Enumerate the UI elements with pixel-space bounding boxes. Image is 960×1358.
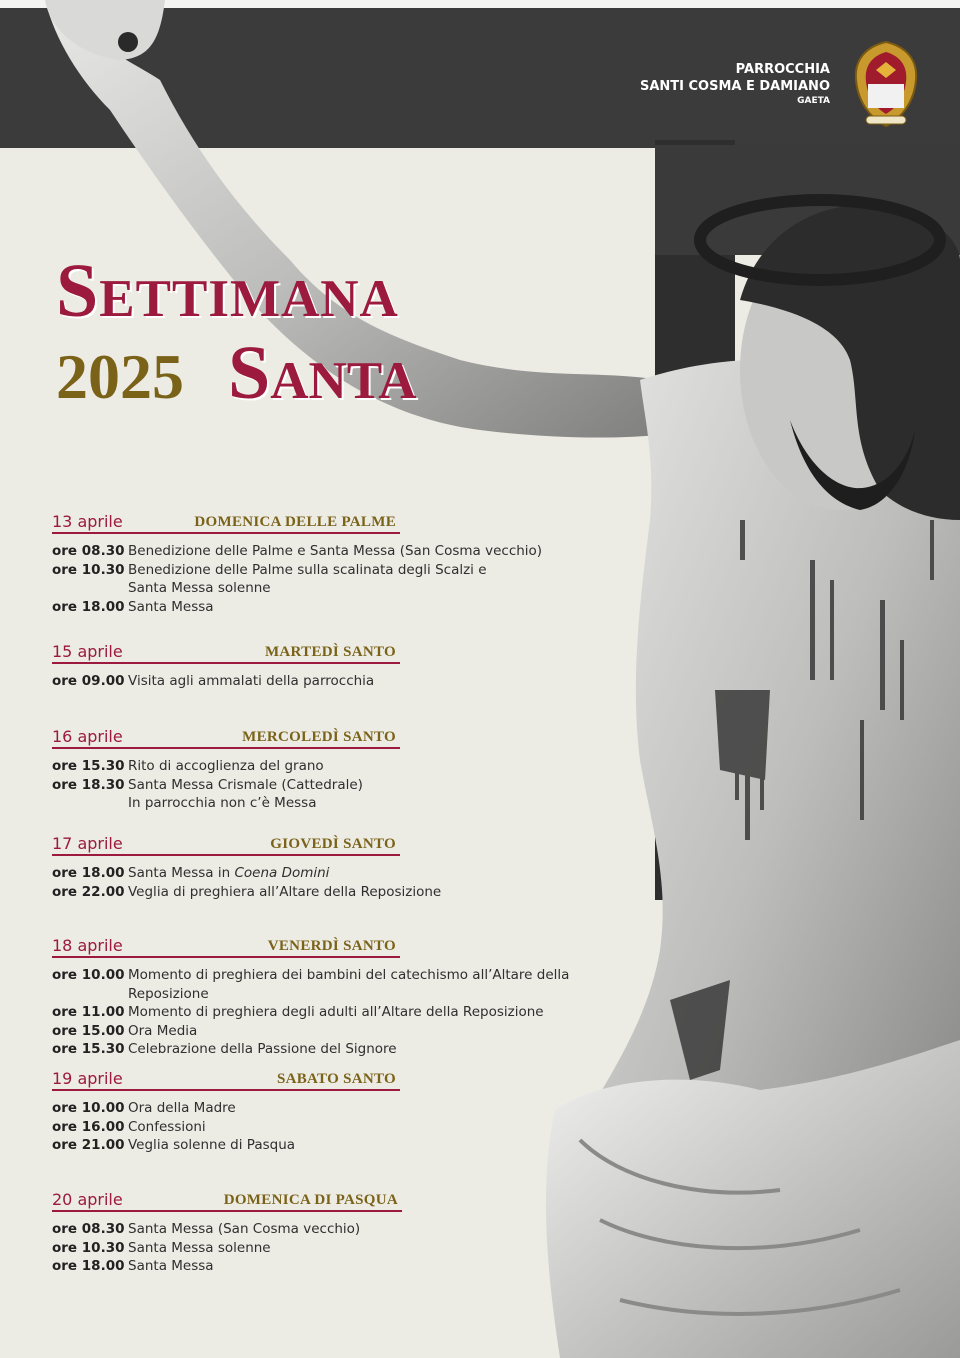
event-text: Veglia solenne di Pasqua (128, 1137, 296, 1153)
day-header (52, 934, 400, 958)
poster-title (56, 250, 417, 418)
event-row (52, 598, 652, 617)
event-text: Confessioni (128, 1118, 206, 1135)
event-row (52, 757, 652, 776)
day-date: 18 aprile (52, 936, 123, 955)
day-name: GIOVEDÌ SANTO (270, 836, 396, 852)
title-year: 2025 (56, 341, 184, 412)
event-time: ore 22.00 (52, 883, 125, 900)
event-time: ore 15.30 (52, 1041, 125, 1057)
event-row (52, 579, 652, 598)
event-row (52, 883, 652, 902)
event-time (52, 579, 128, 598)
event-text: Santa Messa (128, 598, 214, 615)
day-header (52, 832, 400, 856)
event-row (52, 864, 652, 883)
event-row (52, 1022, 652, 1041)
event-text: Santa Messa in (128, 865, 231, 881)
day-header (52, 1067, 400, 1091)
event-text-with-emphasis (128, 864, 652, 883)
day-name: SABATO SANTO (276, 1071, 396, 1087)
event-text: Benedizione delle Palme sulla scalinata degli Scalzi e (128, 561, 487, 578)
event-row (52, 1136, 652, 1155)
event-text: Celebrazione della Passione del Signore (128, 1041, 397, 1057)
event-text: Rito di accoglienza del grano (128, 758, 324, 774)
event-time: ore 10.00 (52, 967, 125, 983)
event-text: Santa Messa solenne (128, 580, 271, 596)
day-header (52, 725, 400, 749)
event-text: In parrocchia non c’è Messa (128, 795, 317, 811)
event-text: Ora Media (128, 1022, 198, 1039)
event-time: ore 10.30 (52, 1239, 125, 1256)
event-row (52, 966, 652, 1003)
event-row (52, 1220, 652, 1239)
day-header (52, 640, 400, 664)
day-date: 17 aprile (52, 834, 123, 853)
event-time: ore 18.30 (52, 776, 125, 793)
parish-name (640, 62, 830, 107)
event-text: Veglia di preghiera all’Altare della Reposizione (128, 883, 442, 900)
day-section (52, 832, 652, 901)
day-date: 16 aprile (52, 727, 123, 746)
event-text: Santa Messa solenne (128, 1239, 271, 1256)
event-text: Santa Messa Crismale (Cattedrale) (128, 776, 363, 793)
event-text-italic: Coena Domini (234, 865, 330, 881)
event-time: ore 08.30 (52, 543, 125, 559)
day-name: DOMENICA DELLE PALME (194, 514, 396, 530)
event-time: ore 16.00 (52, 1118, 125, 1135)
event-time: ore 11.00 (52, 1004, 125, 1020)
day-name: VENERDÌ SANTO (267, 938, 396, 954)
event-text: Momento di preghiera dei bambini del catechismo all’Altare della Reposizione (128, 967, 570, 1002)
day-section (52, 510, 652, 616)
event-time: ore 10.30 (52, 561, 125, 578)
event-row (52, 1003, 652, 1022)
parish-crest-logo (852, 40, 920, 130)
day-header (52, 510, 400, 534)
left-light-area (0, 148, 180, 149)
parish-line1: PARROCCHIA (735, 62, 830, 77)
title-settimana: Settimana (56, 249, 399, 333)
event-time (52, 794, 128, 813)
day-header (52, 1188, 402, 1212)
event-row (52, 776, 652, 795)
parish-city: GAETA (797, 95, 830, 106)
day-section (52, 725, 652, 813)
event-time: ore 15.00 (52, 1022, 125, 1039)
event-time: ore 10.00 (52, 1100, 125, 1116)
day-date: 20 aprile (52, 1190, 123, 1209)
event-row (52, 1099, 652, 1118)
event-row (52, 672, 652, 691)
day-date: 15 aprile (52, 642, 123, 661)
event-text: Ora della Madre (128, 1100, 236, 1116)
day-date: 13 aprile (52, 512, 123, 531)
event-text: Momento di preghiera degli adulti all’Altare della Reposizione (128, 1004, 544, 1020)
event-row (52, 1118, 652, 1137)
event-text: Benedizione delle Palme e Santa Messa (San Cosma vecchio) (128, 543, 543, 559)
day-name: DOMENICA DI PASQUA (223, 1192, 398, 1208)
event-row (52, 1257, 652, 1276)
event-time: ore 18.00 (52, 598, 125, 615)
event-row (52, 794, 652, 813)
day-section (52, 640, 652, 691)
event-time: ore 18.00 (52, 865, 125, 881)
event-time: ore 15.30 (52, 758, 125, 774)
day-name: MARTEDÌ SANTO (264, 644, 396, 660)
day-section (52, 934, 652, 1059)
day-section (52, 1067, 652, 1155)
parish-line2: SANTI COSMA E DAMIANO (639, 78, 830, 94)
day-section (52, 1188, 652, 1276)
event-row (52, 1239, 652, 1258)
event-text: Santa Messa (San Cosma vecchio) (128, 1221, 361, 1237)
event-time: ore 09.00 (52, 673, 125, 689)
event-text: Visita agli ammalati della parrocchia (128, 673, 375, 689)
day-name: MERCOLEDÌ SANTO (242, 729, 396, 745)
title-santa: Santa (228, 331, 417, 415)
event-time: ore 08.30 (52, 1221, 125, 1237)
event-row (52, 561, 652, 580)
event-time: ore 21.00 (52, 1137, 125, 1153)
event-time: ore 18.00 (52, 1258, 125, 1274)
event-text: Santa Messa (128, 1258, 214, 1274)
event-row (52, 542, 652, 561)
day-date: 19 aprile (52, 1069, 123, 1088)
event-row (52, 1040, 652, 1059)
